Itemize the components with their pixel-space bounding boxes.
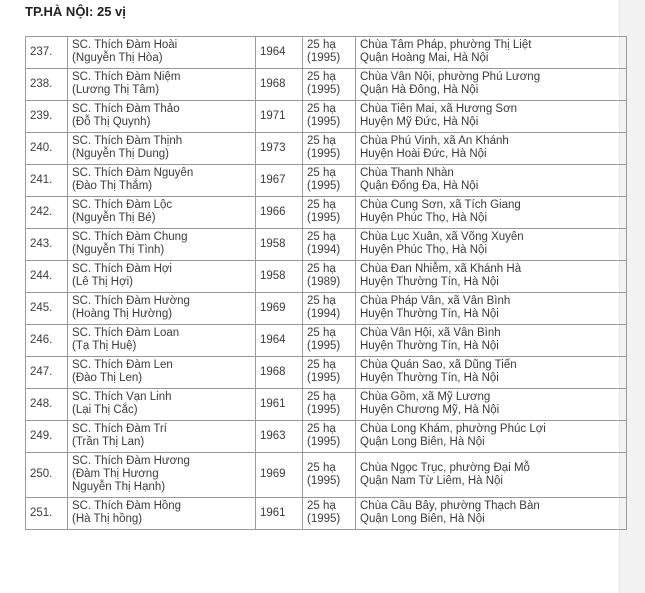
row-number: 239.	[26, 101, 68, 133]
monk-name-cell	[68, 229, 256, 261]
section-heading: TP.HÀ NỘI: 25 vị	[25, 4, 126, 19]
temple-address-cell	[356, 389, 627, 421]
ordination-cell	[303, 101, 356, 133]
district: Quận Nam Từ Liêm, Hà Nội	[360, 474, 503, 487]
table-row	[26, 261, 627, 293]
temple-name: Chùa Quán Sao, xã Dũng Tiến	[360, 359, 517, 371]
row-number: 248.	[26, 389, 68, 421]
birth-year: 1968	[256, 357, 303, 389]
monk-name-cell	[68, 197, 256, 229]
ordination-year: (1995)	[307, 180, 341, 192]
dharma-name: SC. Thích Đàm Hồng	[72, 500, 182, 512]
ordination-cell	[303, 165, 356, 197]
ha-count: 25 hạ	[307, 263, 336, 275]
ha-count: 25 hạ	[307, 167, 336, 179]
ordination-year: (1995)	[307, 116, 341, 128]
monk-name-cell	[68, 325, 256, 357]
ha-count: 25 hạ	[307, 461, 336, 474]
temple-name: Chùa Ngọc Trục, phường Đại Mỗ	[360, 461, 530, 474]
table-body	[26, 37, 627, 530]
district: Huyện Mỹ Đức, Hà Nội	[360, 116, 479, 128]
lay-name: (Tạ Thị Huệ)	[72, 340, 137, 352]
temple-name: Chùa Vân Hội, xã Vân Bình	[360, 327, 501, 339]
monk-name-cell	[68, 165, 256, 197]
temple-address-cell	[356, 498, 627, 530]
district: Huyện Thường Tín, Hà Nội	[360, 372, 499, 384]
temple-name: Chùa Cầu Bây, phường Thạch Bàn	[360, 500, 540, 512]
birth-year: 1973	[256, 133, 303, 165]
birth-year: 1968	[256, 69, 303, 101]
monk-name-cell	[68, 498, 256, 530]
ha-count: 25 hạ	[307, 199, 336, 211]
temple-name: Chùa Thanh Nhàn	[360, 167, 454, 179]
temple-address-cell	[356, 197, 627, 229]
temple-address-cell	[356, 133, 627, 165]
birth-year: 1961	[256, 498, 303, 530]
birth-year: 1967	[256, 165, 303, 197]
monks-table	[25, 36, 627, 530]
district: Quận Đống Đa, Hà Nội	[360, 180, 479, 192]
temple-name: Chùa Cung Sơn, xã Tích Giang	[360, 199, 521, 211]
ordination-cell	[303, 389, 356, 421]
row-number: 242.	[26, 197, 68, 229]
ordination-cell	[303, 357, 356, 389]
lay-name: Nguyễn Thị Hạnh)	[72, 481, 166, 493]
ordination-cell	[303, 261, 356, 293]
monk-name-cell	[68, 389, 256, 421]
ordination-cell	[303, 133, 356, 165]
temple-name: Chùa Pháp Vân, xã Vân Bình	[360, 295, 511, 307]
table-row	[26, 453, 627, 498]
row-number: 250.	[26, 453, 68, 498]
monk-name-cell	[68, 37, 256, 69]
row-number: 238.	[26, 69, 68, 101]
row-number: 240.	[26, 133, 68, 165]
row-number: 244.	[26, 261, 68, 293]
dharma-name: SC. Thích Đàm Hương	[72, 455, 190, 467]
lay-name: (Trần Thị Lan)	[72, 436, 145, 448]
dharma-name: SC. Thích Đàm Trí	[72, 423, 168, 435]
table-row	[26, 498, 627, 530]
table-row	[26, 165, 627, 197]
ordination-year: (1995)	[307, 513, 341, 525]
ordination-cell	[303, 69, 356, 101]
ordination-year: (1995)	[307, 212, 341, 224]
district: Huyện Phúc Thọ, Hà Nội	[360, 212, 487, 224]
ha-count: 25 hạ	[307, 327, 336, 339]
ha-count: 25 hạ	[307, 135, 336, 147]
temple-address-cell	[356, 165, 627, 197]
lay-name: (Đào Thị Len)	[72, 372, 143, 384]
row-number: 245.	[26, 293, 68, 325]
lay-name: (Đàm Thị Hương	[72, 468, 159, 480]
ordination-year: (1995)	[307, 372, 341, 384]
ordination-year: (1994)	[307, 244, 341, 256]
table-row	[26, 357, 627, 389]
birth-year: 1971	[256, 101, 303, 133]
temple-name: Chùa Long Khám, phường Phúc Lợi	[360, 423, 546, 435]
lay-name: (Đào Thị Thắm)	[72, 180, 153, 192]
temple-name: Chùa Gồm, xã Mỹ Lương	[360, 391, 491, 403]
temple-name: Chùa Tiên Mai, xã Hương Sơn	[360, 103, 518, 115]
temple-address-cell	[356, 229, 627, 261]
table-row	[26, 133, 627, 165]
birth-year: 1969	[256, 453, 303, 498]
ordination-cell	[303, 229, 356, 261]
dharma-name: SC. Thích Đàm Thảo	[72, 103, 180, 115]
row-number: 249.	[26, 421, 68, 453]
monk-name-cell	[68, 261, 256, 293]
lay-name: (Đỗ Thị Quynh)	[72, 116, 151, 128]
temple-address-cell	[356, 69, 627, 101]
ordination-year: (1995)	[307, 404, 341, 416]
ordination-cell	[303, 293, 356, 325]
birth-year: 1966	[256, 197, 303, 229]
dharma-name: SC. Thích Đàm Hường	[72, 295, 190, 307]
district: Quận Hoàng Mai, Hà Nội	[360, 52, 489, 64]
lay-name: (Lê Thị Hợi)	[72, 276, 134, 288]
ordination-year: (1989)	[307, 276, 341, 288]
temple-name: Chùa Vân Nội, phường Phú Lương	[360, 71, 541, 83]
ha-count: 25 hạ	[307, 423, 336, 435]
district: Quận Long Biên, Hà Nội	[360, 436, 485, 448]
dharma-name: SC. Thích Đàm Hợi	[72, 263, 172, 275]
monk-name-cell	[68, 357, 256, 389]
monk-name-cell	[68, 421, 256, 453]
ha-count: 25 hạ	[307, 295, 336, 307]
ordination-year: (1995)	[307, 474, 341, 487]
ha-count: 25 hạ	[307, 231, 336, 243]
monk-name-cell	[68, 69, 256, 101]
ordination-cell	[303, 498, 356, 530]
district: Huyện Thường Tín, Hà Nội	[360, 276, 499, 288]
temple-name: Chùa Tâm Pháp, phường Thị Liệt	[360, 39, 532, 51]
table-row	[26, 197, 627, 229]
lay-name: (Nguyễn Thị Bé)	[72, 212, 156, 224]
table-row	[26, 389, 627, 421]
temple-address-cell	[356, 421, 627, 453]
district: Huyện Chương Mỹ, Hà Nội	[360, 404, 500, 416]
temple-name: Chùa Phú Vinh, xã An Khánh	[360, 135, 509, 147]
ha-count: 25 hạ	[307, 500, 336, 512]
dharma-name: SC. Thích Đàm Len	[72, 359, 173, 371]
temple-address-cell	[356, 293, 627, 325]
birth-year: 1963	[256, 421, 303, 453]
temple-name: Chùa Đan Nhiễm, xã Khánh Hà	[360, 263, 522, 275]
monk-name-cell	[68, 293, 256, 325]
dharma-name: SC. Thích Vạn Linh	[72, 391, 172, 403]
lay-name: (Nguyễn Thị Hòa)	[72, 52, 163, 64]
ha-count: 25 hạ	[307, 39, 336, 51]
district: Huyện Hoài Đức, Hà Nội	[360, 148, 487, 160]
temple-name: Chùa Lục Xuân, xã Võng Xuyên	[360, 231, 524, 243]
ha-count: 25 hạ	[307, 71, 336, 83]
temple-address-cell	[356, 101, 627, 133]
lay-name: (Lại Thị Cắc)	[72, 404, 138, 416]
birth-year: 1964	[256, 325, 303, 357]
dharma-name: SC. Thích Đàm Nguyên	[72, 167, 194, 179]
ordination-year: (1995)	[307, 148, 341, 160]
lay-name: (Lương Thị Tâm)	[72, 84, 160, 96]
table-row	[26, 325, 627, 357]
ordination-year: (1994)	[307, 308, 341, 320]
ordination-year: (1995)	[307, 436, 341, 448]
district: Huyện Thường Tín, Hà Nội	[360, 340, 499, 352]
ha-count: 25 hạ	[307, 103, 336, 115]
birth-year: 1961	[256, 389, 303, 421]
row-number: 237.	[26, 37, 68, 69]
row-number: 246.	[26, 325, 68, 357]
temple-address-cell	[356, 261, 627, 293]
district: Huyện Thường Tín, Hà Nội	[360, 308, 499, 320]
temple-address-cell	[356, 453, 627, 498]
ordination-year: (1995)	[307, 84, 341, 96]
dharma-name: SC. Thích Đàm Niệm	[72, 71, 181, 83]
dharma-name: SC. Thích Đàm Loan	[72, 327, 180, 339]
row-number: 243.	[26, 229, 68, 261]
district: Quận Long Biên, Hà Nội	[360, 513, 485, 525]
temple-address-cell	[356, 37, 627, 69]
ha-count: 25 hạ	[307, 359, 336, 371]
ordination-cell	[303, 197, 356, 229]
lay-name: (Nguyễn Thị Dung)	[72, 148, 169, 160]
table-row	[26, 69, 627, 101]
lay-name: (Hà Thị hồng)	[72, 513, 143, 525]
district: Huyện Phúc Thọ, Hà Nội	[360, 244, 487, 256]
table-row	[26, 293, 627, 325]
ordination-cell	[303, 325, 356, 357]
dharma-name: SC. Thích Đàm Lộc	[72, 199, 173, 211]
temple-address-cell	[356, 357, 627, 389]
lay-name: (Nguyễn Thị Tình)	[72, 244, 165, 256]
birth-year: 1964	[256, 37, 303, 69]
monk-name-cell	[68, 101, 256, 133]
table-row	[26, 37, 627, 69]
ordination-cell	[303, 421, 356, 453]
row-number: 247.	[26, 357, 68, 389]
dharma-name: SC. Thích Đàm Hoài	[72, 39, 178, 51]
ordination-year: (1995)	[307, 52, 341, 64]
table-row	[26, 229, 627, 261]
monk-name-cell	[68, 453, 256, 498]
ordination-year: (1995)	[307, 340, 341, 352]
table-row	[26, 421, 627, 453]
dharma-name: SC. Thích Đàm Chung	[72, 231, 188, 243]
district: Quận Hà Đông, Hà Nội	[360, 84, 479, 96]
row-number: 241.	[26, 165, 68, 197]
ordination-cell	[303, 37, 356, 69]
temple-address-cell	[356, 325, 627, 357]
birth-year: 1958	[256, 261, 303, 293]
table-row	[26, 101, 627, 133]
ha-count: 25 hạ	[307, 391, 336, 403]
dharma-name: SC. Thích Đàm Thịnh	[72, 135, 183, 147]
lay-name: (Hoàng Thị Hường)	[72, 308, 173, 320]
birth-year: 1958	[256, 229, 303, 261]
monk-name-cell	[68, 133, 256, 165]
birth-year: 1969	[256, 293, 303, 325]
ordination-cell	[303, 453, 356, 498]
row-number: 251.	[26, 498, 68, 530]
